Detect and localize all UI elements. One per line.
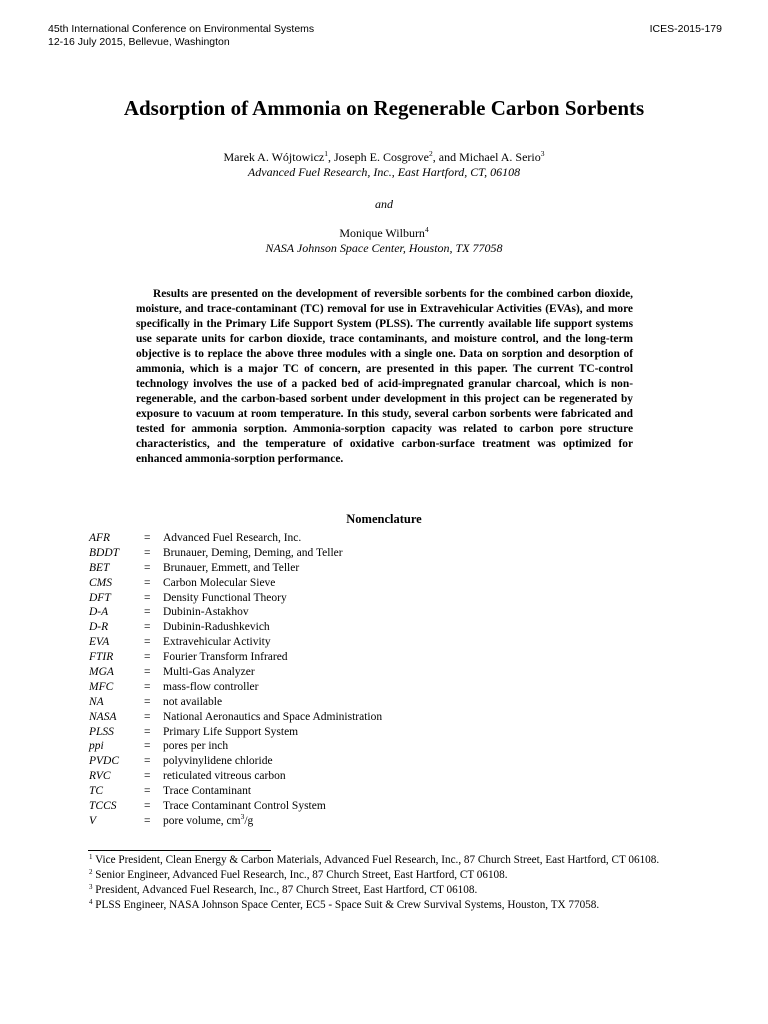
nomenclature-equals: =: [144, 710, 151, 723]
nomenclature-equals: =: [144, 785, 151, 798]
nomenclature-definition: Brunauer, Emmett, and Teller: [163, 561, 300, 574]
nomenclature-equals: =: [144, 621, 151, 634]
superscript: 3: [240, 811, 245, 821]
affiliation-mark: 3: [540, 149, 545, 158]
nomenclature-definition: Fourier Transform Infrared: [163, 651, 288, 664]
nomenclature-definition: Extravehicular Activity: [163, 636, 271, 649]
nomenclature-abbr: NA: [89, 695, 104, 708]
definition-suffix: /g: [244, 814, 254, 827]
nomenclature-definition: reticulated vitreous carbon: [163, 770, 286, 783]
footnote-text: Senior Engineer, Advanced Fuel Research, Inc., 87 Church Street, East Hartford, CT 06108.: [95, 869, 508, 881]
conference-header: [48, 23, 314, 49]
nomenclature-list: [89, 531, 649, 829]
definition-text: pore volume, cm: [163, 814, 241, 827]
nomenclature-row: [89, 591, 649, 606]
author-conjunction: and: [375, 197, 393, 211]
conference-name: 45th International Conference on Environmental Systems: [48, 23, 315, 35]
nomenclature-equals: =: [144, 800, 151, 813]
nomenclature-abbr: AFR: [89, 532, 111, 544]
affiliation-1: Advanced Fuel Research, Inc., East Hartford, CT, 06108: [247, 165, 521, 179]
affiliation-mark: 2: [429, 149, 433, 158]
nomenclature-abbr: PLSS: [89, 725, 114, 738]
author-name: Marek A. Wójtowicz: [223, 150, 325, 164]
nomenclature-row: [89, 769, 649, 784]
footnote-text: President, Advanced Fuel Research, Inc., 87 Church Street, East Hartford, CT 06108.: [95, 884, 478, 896]
nomenclature-abbr: DFT: [89, 591, 111, 604]
affiliation-2: NASA Johnson Space Center, Houston, TX 77058: [265, 241, 503, 255]
nomenclature-definition: National Aeronautics and Space Administration: [163, 710, 383, 723]
nomenclature-row: [89, 546, 649, 561]
nomenclature-row: [89, 561, 649, 576]
nomenclature-abbr: BET: [89, 561, 110, 574]
nomenclature-row: [89, 695, 649, 710]
affiliation-mark: 4: [424, 225, 429, 234]
nomenclature-row: [89, 811, 649, 829]
nomenclature-equals: =: [144, 666, 151, 679]
nomenclature-definition: not available: [163, 695, 223, 708]
nomenclature-equals: =: [144, 770, 151, 783]
nomenclature-row: [89, 799, 649, 814]
nomenclature-definition: Advanced Fuel Research, Inc.: [163, 532, 302, 544]
footnote: [89, 853, 709, 868]
nomenclature-row: [89, 784, 649, 799]
nomenclature-definition: Brunauer, Deming, Deming, and Teller: [163, 546, 343, 559]
footnote: [89, 883, 709, 898]
nomenclature-abbr: TCCS: [89, 800, 117, 813]
nomenclature-definition: polyvinylidene chloride: [163, 755, 273, 768]
nomenclature-equals: =: [144, 606, 151, 619]
author-separator: ,: [328, 150, 335, 164]
author-separator: , and: [432, 150, 460, 164]
nomenclature-row: [89, 710, 649, 725]
nomenclature-equals: =: [144, 680, 151, 693]
footnote-mark: 4: [89, 898, 93, 906]
nomenclature-definition: Density Functional Theory: [163, 591, 287, 604]
nomenclature-definition: Primary Life Support System: [163, 725, 299, 738]
nomenclature-row: [89, 725, 649, 740]
nomenclature-equals: =: [144, 725, 151, 738]
nomenclature-abbr: FTIR: [89, 651, 114, 664]
nomenclature-abbr: V: [89, 814, 97, 827]
footnote: [89, 868, 709, 883]
nomenclature-abbr: TC: [89, 785, 104, 798]
nomenclature-row: [89, 635, 649, 650]
nomenclature-row: [89, 680, 649, 695]
nomenclature-definition: Multi-Gas Analyzer: [163, 666, 255, 679]
nomenclature-equals: =: [144, 591, 151, 604]
nomenclature-definition: Dubinin-Astakhov: [163, 606, 249, 619]
conference-dates-location: 12-16 July 2015, Bellevue, Washington: [48, 36, 230, 48]
footnote-mark: 1: [89, 853, 93, 861]
author-name: Michael A. Serio: [459, 150, 541, 164]
nomenclature-row: [89, 620, 649, 635]
nomenclature-abbr: D-A: [89, 606, 109, 619]
footnote-mark: 2: [89, 868, 93, 876]
nomenclature-row: [89, 739, 649, 754]
footnotes: [89, 853, 709, 913]
author-name: Monique Wilburn: [339, 226, 425, 240]
nomenclature-definition: pores per inch: [163, 740, 229, 753]
nomenclature-equals: =: [144, 695, 151, 708]
author-name: Joseph E. Cosgrove: [334, 150, 430, 164]
nomenclature-row: [89, 576, 649, 591]
nomenclature-row: [89, 605, 649, 620]
nomenclature-heading: Nomenclature: [346, 512, 422, 526]
nomenclature-equals: =: [144, 755, 151, 768]
nomenclature-definition: Trace Contaminant: [163, 785, 252, 798]
nomenclature-definition: Trace Contaminant Control System: [163, 800, 326, 813]
nomenclature-equals: =: [144, 576, 151, 589]
nomenclature-abbr: MGA: [89, 666, 114, 679]
nomenclature-equals: =: [144, 740, 151, 753]
footnote-text: Vice President, Clean Energy & Carbon Materials, Advanced Fuel Research, Inc., 87 Church Street, East Hartford, CT 06108.: [95, 854, 660, 866]
nomenclature-definition: mass-flow controller: [163, 680, 259, 693]
nomenclature-equals: =: [144, 651, 151, 664]
nomenclature-abbr: RVC: [89, 770, 111, 783]
nomenclature-equals: =: [144, 561, 151, 574]
nomenclature-abbr: MFC: [89, 680, 114, 693]
nomenclature-abbr: NASA: [89, 710, 117, 723]
nomenclature-row: [89, 665, 649, 680]
author-line-2: [0, 226, 768, 241]
nomenclature-equals: =: [144, 546, 151, 559]
footnote: [89, 898, 709, 913]
nomenclature-abbr: PVDC: [89, 755, 120, 768]
nomenclature-abbr: CMS: [89, 576, 112, 589]
nomenclature-row: [89, 754, 649, 769]
nomenclature-definition: [163, 811, 254, 829]
footnote-mark: 3: [89, 883, 93, 891]
footnote-divider: [88, 850, 271, 851]
nomenclature-equals: =: [144, 636, 151, 649]
nomenclature-equals: =: [144, 532, 151, 544]
abstract: Results are presented on the development of reversible sorbents for the combined carbon dioxide, moisture, and trace-contaminant (TC) removal for use in Extravehicular Activities (EVAs), and more specifically in the Primary Life Support System (PLSS). The currently available life support systems use separate units for carbon dioxide, trace contaminants, and moisture control, and the long-term objective is to replace the above three modules with a single one. Data on sorption and desorption of ammonia, which is a major TC of concern, are presented in this paper. The current TC-control technology involves the use of a packed bed of acid-impregnated granular charcoal, which is non-regenerable, and the carbon-based sorbent under development in this project can be regenerated by exposure to vacuum at room temperature. In this study, several carbon sorbents were fabricated and tested for ammonia sorption. Ammonia-sorption capacity was related to carbon pore structure characteristics, and the temperature of oxidative carbon-surface treatment was optimized for enhanced ammonia-sorption performance.: [136, 288, 633, 465]
footnote-text: PLSS Engineer, NASA Johnson Space Center, EC5 - Space Suit & Crew Survival Systems, Houston, TX 77058.: [95, 899, 600, 911]
nomenclature-abbr: D-R: [89, 621, 109, 634]
nomenclature-definition: Carbon Molecular Sieve: [163, 576, 276, 589]
nomenclature-row: [89, 650, 649, 665]
paper-title: Adsorption of Ammonia on Regenerable Carbon Sorbents: [123, 96, 645, 120]
author-line-1: [0, 150, 768, 165]
affiliation-mark: 1: [324, 149, 329, 158]
paper-id: ICES-2015-179: [649, 23, 722, 35]
nomenclature-abbr: EVA: [89, 636, 110, 649]
nomenclature-abbr: ppi: [89, 740, 104, 753]
nomenclature-abbr: BDDT: [89, 546, 120, 559]
nomenclature-definition: Dubinin-Radushkevich: [163, 621, 270, 634]
nomenclature-row: [89, 531, 649, 546]
nomenclature-equals: =: [144, 814, 151, 827]
